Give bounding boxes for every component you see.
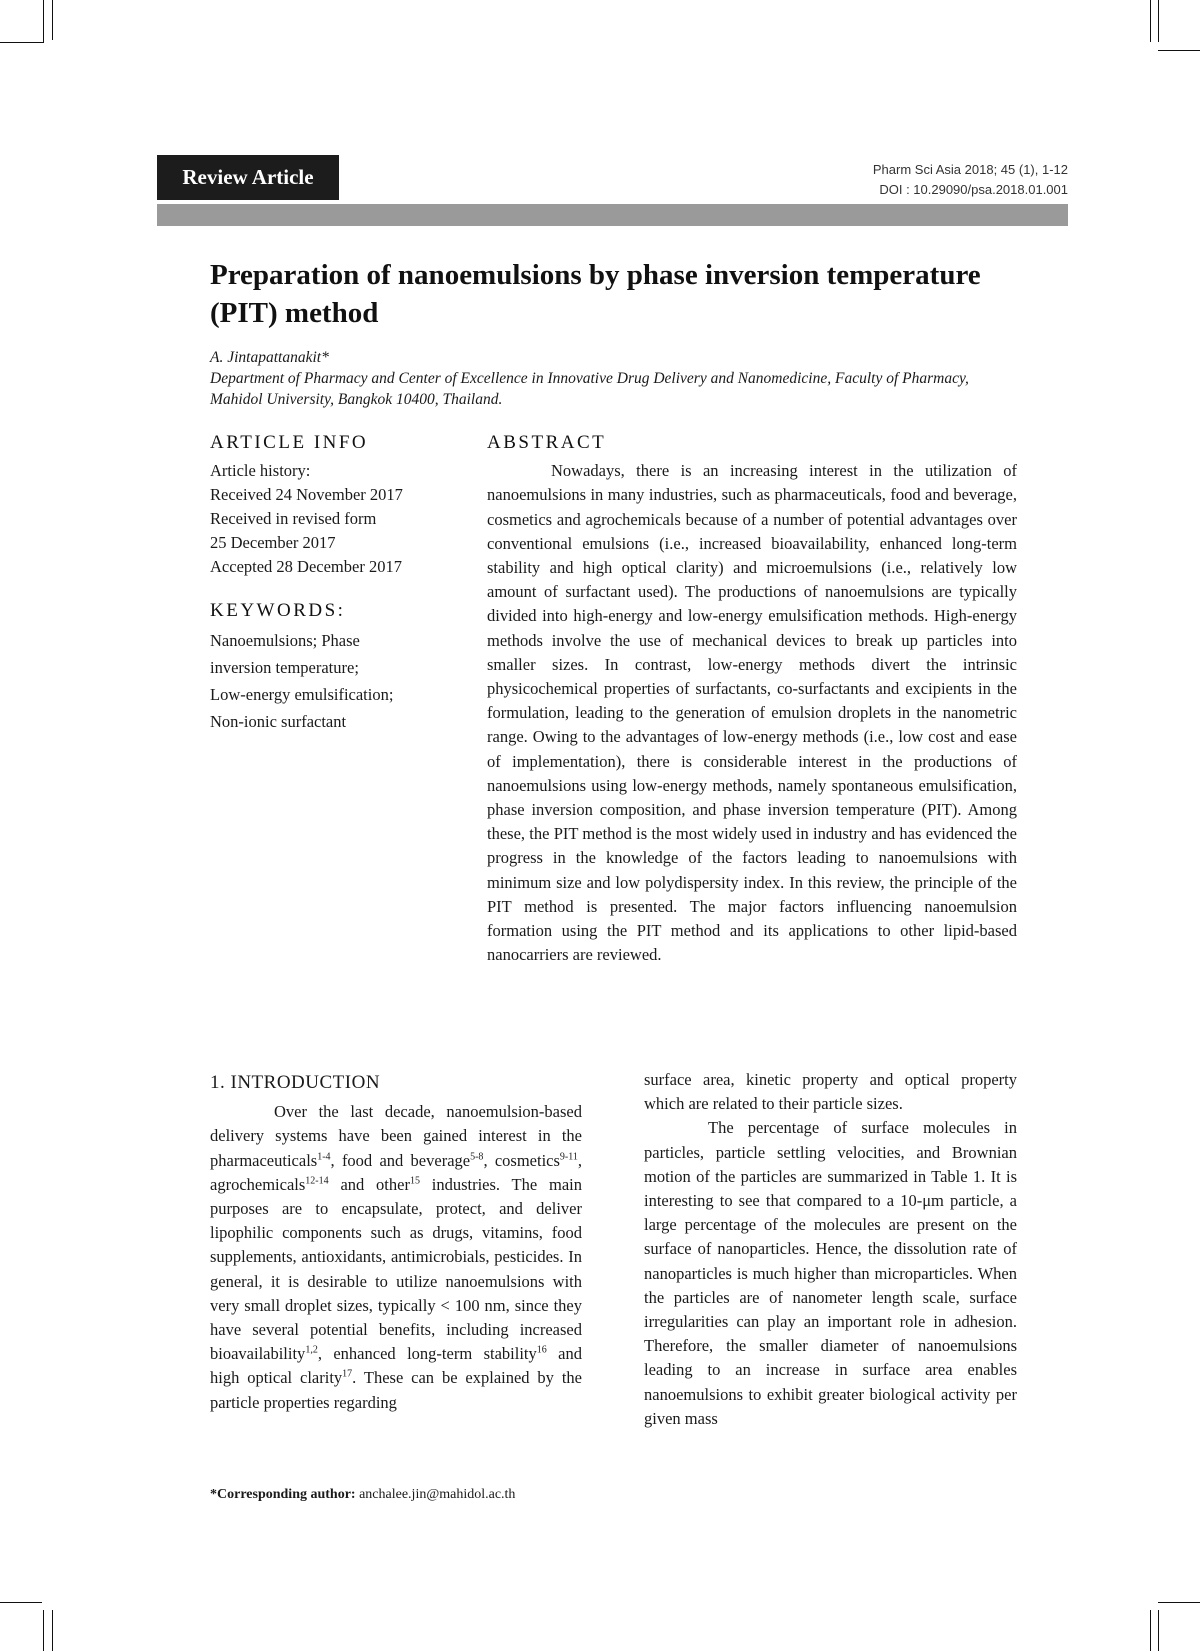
article-info-heading: ARTICLE INFO: [210, 432, 369, 453]
body-column-left: [210, 1071, 582, 1415]
intro-paragraph-continued: surface area, kinetic property and optical property which are related to their particle sizes.: [644, 1070, 1017, 1114]
crop-mark: [1150, 1610, 1151, 1651]
abstract-section: [487, 431, 1017, 967]
crop-mark: [0, 1602, 42, 1603]
journal-line: Pharm Sci Asia 2018; 45 (1), 1-12: [872, 162, 1068, 177]
intro-paragraph: Over the last decade, nanoemulsion-based delivery systems have been gained interest in the pharmaceuticals$^{1-4}$, food and beverage$^{5-8}$, cosmetics$^{9-11}$, agrochemicals$^{12-14}$ and other$^{15}$ industries. The main purposes are to encapsulate, protect, and deliver lipophilic components such as drugs, vitamins, food supplements, antioxidants, antimicrobials, pesticides. In general, it is desirable to utilize nanoemulsions with very small droplet sizes, typically < 100 nm, since they have several potential benefits, including increased bioavailability$^{1,2}$, enhanced long-term stability$^{16}$ and high optical clarity$^{17}$. These can be explained by the particle properties regarding: [210, 1102, 582, 1412]
citation-ref: 15: [409, 1175, 420, 1187]
abstract-heading: ABSTRACT: [487, 432, 607, 453]
keywords-section: [210, 599, 460, 735]
keyword-line: Non-ionic surfactant: [210, 712, 347, 731]
author-name: A. Jintapattanakit*: [210, 349, 329, 366]
crop-mark: [0, 42, 44, 43]
article-info-line: Received in revised form: [210, 509, 377, 528]
journal-citation: [873, 160, 1068, 200]
article-type-badge: Review Article: [157, 155, 339, 200]
author-block: [210, 347, 1020, 410]
corresponding-email: anchalee.jin@mahidol.ac.th: [359, 1487, 516, 1502]
article-info-section: [210, 431, 460, 735]
doi-line: DOI : 10.29090/psa.2018.01.001: [879, 182, 1068, 197]
article-info-line: 25 December 2017: [210, 533, 336, 552]
body-column-right: [644, 1068, 1017, 1431]
keywords-heading: KEYWORDS:: [210, 600, 346, 621]
citation-ref: 1-4: [317, 1151, 331, 1163]
header-divider-bar: [157, 204, 1068, 226]
crop-mark: [1158, 1610, 1159, 1651]
introduction-heading: 1. INTRODUCTION: [210, 1072, 381, 1093]
corresponding-author-footnote: [210, 1487, 515, 1503]
citation-ref: 1,2: [305, 1344, 318, 1356]
abstract-text: Nowadays, there is an increasing interest in the utilization of nanoemulsions in many industries, such as pharmaceuticals, food and beverage, cosmetics and agrochemicals because of a number of potential advantages over conventional emulsions (i.e., increased bioavailability, enhanced long-term stability and high optical clarity) and microemulsions (i.e., relatively low amount of surfactant used). The productions of nanoemulsions are typically divided into high-energy and low-energy emulsification methods. High-energy methods involve the use of mechanical devices to break up particles into smaller sizes. In contrast, low-energy methods divert the intrinsic physicochemical properties of surfactants, co-surfactants and excipients in the formulation, leading to the generation of emulsion droplets in the nanometric range. Owing to the advantages of low-energy methods (i.e., low cost and ease of implementation), there is considerable interest in the productions of nanoemulsions using low-energy methods, namely spontaneous emulsification, phase inversion composition, and phase inversion temperature (PIT). Among these, the PIT method is the most widely used in industry and has evidenced the progress in the knowledge of the factors leading to nanoemulsions with minimum size and low polydispersity index. In this review, the principle of the PIT method is presented. The major factors influencing nanoemulsion formation using the PIT method and its applications to other lipid-based nanocarriers are reviewed.: [487, 461, 1017, 965]
article-info-line: Accepted 28 December 2017: [210, 557, 402, 576]
article-info-line: Received 24 November 2017: [210, 485, 403, 504]
author-affiliation: Department of Pharmacy and Center of Excellence in Innovative Drug Delivery and Nanomedicine, Faculty of Pharmacy, Mahidol University, Bangkok 10400, Thailand.: [210, 370, 969, 408]
keyword-line: inversion temperature;: [210, 658, 359, 677]
crop-mark: [43, 1610, 44, 1651]
citation-ref: 12-14: [305, 1175, 329, 1187]
crop-mark: [52, 0, 53, 40]
citation-ref: 16: [536, 1344, 547, 1356]
footnote-label: *Corresponding author:: [210, 1487, 356, 1502]
crop-mark: [52, 1610, 53, 1651]
article-info-line: Article history:: [210, 461, 311, 480]
keyword-line: Low-energy emulsification;: [210, 685, 394, 704]
citation-ref: 17: [342, 1368, 353, 1380]
crop-mark: [43, 0, 44, 42]
crop-mark: [1158, 0, 1159, 42]
keyword-line: Nanoemulsions; Phase: [210, 631, 360, 650]
intro-paragraph: The percentage of surface molecules in particles, particle settling velocities, and Brownian motion of the particles are summarized in Table 1. It is interesting to see that compared to a 10-μm particle, a large percentage of the molecules are present on the surface of nanoparticles. Hence, the dissolution rate of nanoparticles is much higher than microparticles. When the particles are of nanometer length scale, surface irregularities can play an important role in adhesion. Therefore, the smaller diameter of nanoemulsions leading to an increase in surface area enables nanoemulsions to exhibit greater biological activity per given mass: [644, 1118, 1017, 1428]
crop-mark: [1150, 0, 1151, 42]
citation-ref: 5-8: [470, 1151, 484, 1163]
crop-mark: [1158, 50, 1200, 51]
article-title: Preparation of nanoemulsions by phase inversion temperature (PIT) method: [210, 259, 981, 329]
citation-ref: 9-11: [559, 1151, 578, 1163]
crop-mark: [1158, 1602, 1200, 1603]
